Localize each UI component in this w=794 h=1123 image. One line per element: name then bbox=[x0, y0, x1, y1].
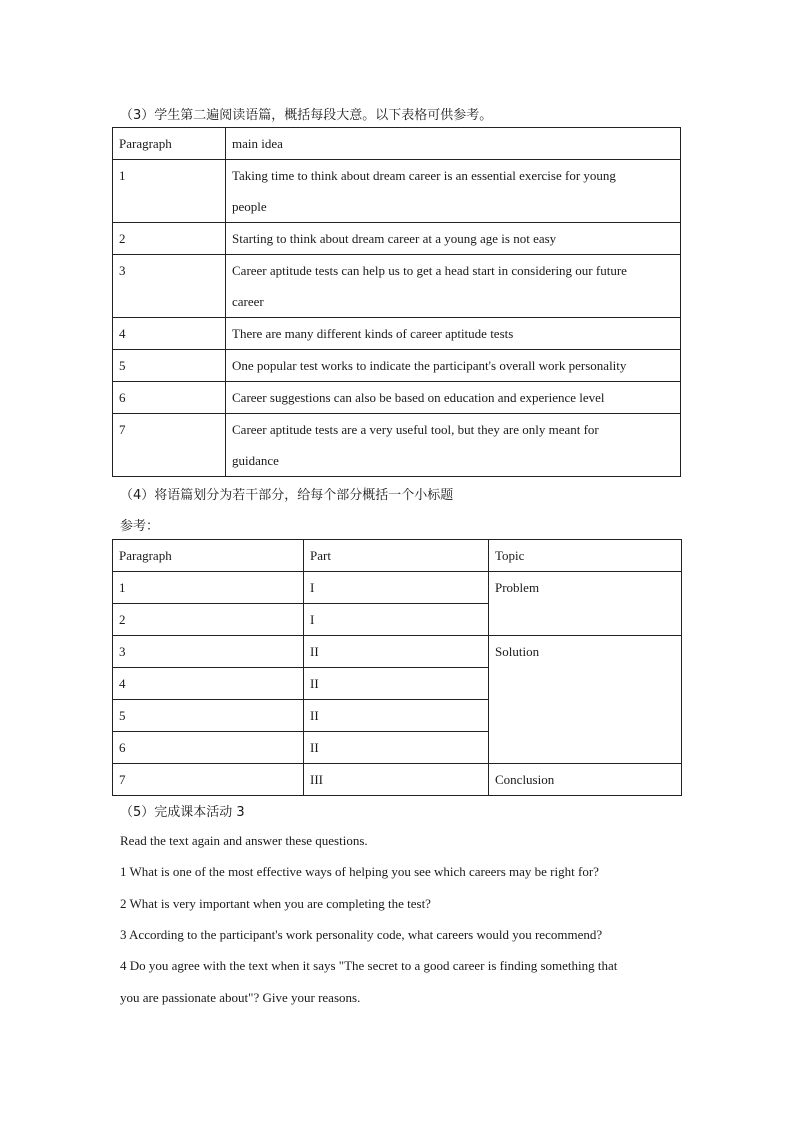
main-idea-cell: Career suggestions can also be based on education and experience level bbox=[226, 382, 681, 414]
part-cell: III bbox=[304, 764, 489, 796]
question-line: 1 What is one of the most effective ways of helping you see which careers may be right for? bbox=[120, 864, 599, 879]
main-idea-line: Career aptitude tests can help us to get a head start in considering our future bbox=[232, 263, 627, 278]
paragraph-number: 6 bbox=[113, 382, 226, 414]
main-idea-line: guidance bbox=[232, 453, 279, 468]
table-row bbox=[113, 318, 681, 350]
main-idea-line: Career aptitude tests are a very useful tool, but they are only meant for bbox=[232, 422, 599, 437]
table-row bbox=[113, 572, 682, 604]
table-header-row bbox=[113, 540, 682, 572]
header-topic: Topic bbox=[489, 540, 682, 572]
part-cell: II bbox=[304, 668, 489, 700]
main-idea-cell: There are many different kinds of career aptitude tests bbox=[226, 318, 681, 350]
question-line: 2 What is very important when you are completing the test? bbox=[120, 896, 431, 911]
paragraph-number: 2 bbox=[113, 223, 226, 255]
paragraph-number: 5 bbox=[113, 350, 226, 382]
instruction-text: Read the text again and answer these questions. bbox=[120, 833, 368, 848]
main-idea-line: people bbox=[232, 199, 267, 214]
main-idea-cell bbox=[226, 160, 681, 223]
table-row bbox=[113, 160, 681, 223]
section5-heading: （5）完成课本活动 3 bbox=[120, 805, 245, 820]
table-row bbox=[113, 223, 681, 255]
part-cell: II bbox=[304, 732, 489, 764]
header-main-idea: main idea bbox=[226, 128, 681, 160]
topic-cell-solution: Solution bbox=[489, 636, 682, 764]
main-idea-cell: One popular test works to indicate the participant's overall work personality bbox=[226, 350, 681, 382]
table-row bbox=[113, 414, 681, 477]
paragraph-number: 7 bbox=[113, 414, 226, 477]
main-idea-line: Taking time to think about dream career is an essential exercise for young bbox=[232, 168, 616, 183]
reference-label: 参考： bbox=[120, 519, 160, 534]
paragraph-number: 3 bbox=[113, 255, 226, 318]
table-row bbox=[113, 255, 681, 318]
part-cell: I bbox=[304, 572, 489, 604]
main-idea-table bbox=[112, 127, 681, 477]
paragraph-number: 5 bbox=[113, 700, 304, 732]
table-row bbox=[113, 382, 681, 414]
question-line: 4 Do you agree with the text when it says "The secret to a good career is finding something that bbox=[120, 958, 618, 973]
main-idea-cell bbox=[226, 255, 681, 318]
header-part: Part bbox=[304, 540, 489, 572]
part-cell: II bbox=[304, 700, 489, 732]
parts-topic-table bbox=[112, 539, 682, 796]
topic-cell-conclusion: Conclusion bbox=[489, 764, 682, 796]
topic-cell-problem: Problem bbox=[489, 572, 682, 636]
paragraph-number: 2 bbox=[113, 604, 304, 636]
paragraph-number: 4 bbox=[113, 318, 226, 350]
question-line: you are passionate about"? Give your reasons. bbox=[120, 990, 361, 1005]
paragraph-number: 1 bbox=[113, 572, 304, 604]
table-row bbox=[113, 350, 681, 382]
part-cell: II bbox=[304, 636, 489, 668]
paragraph-number: 3 bbox=[113, 636, 304, 668]
question-line: 3 According to the participant's work personality code, what careers would you recommend? bbox=[120, 927, 603, 942]
paragraph-number: 7 bbox=[113, 764, 304, 796]
main-idea-cell bbox=[226, 414, 681, 477]
part-cell: I bbox=[304, 604, 489, 636]
section4-heading: （4）将语篇划分为若干部分，给每个部分概括一个小标题 bbox=[120, 488, 454, 503]
header-paragraph: Paragraph bbox=[113, 128, 226, 160]
table-header-row bbox=[113, 128, 681, 160]
paragraph-number: 4 bbox=[113, 668, 304, 700]
header-paragraph: Paragraph bbox=[113, 540, 304, 572]
paragraph-number: 6 bbox=[113, 732, 304, 764]
main-idea-line: career bbox=[232, 294, 264, 309]
table-row bbox=[113, 764, 682, 796]
main-idea-cell: Starting to think about dream career at a young age is not easy bbox=[226, 223, 681, 255]
section3-heading: （3）学生第二遍阅读语篇，概括每段大意。以下表格可供参考。 bbox=[120, 108, 493, 123]
paragraph-number: 1 bbox=[113, 160, 226, 223]
table-row bbox=[113, 636, 682, 668]
